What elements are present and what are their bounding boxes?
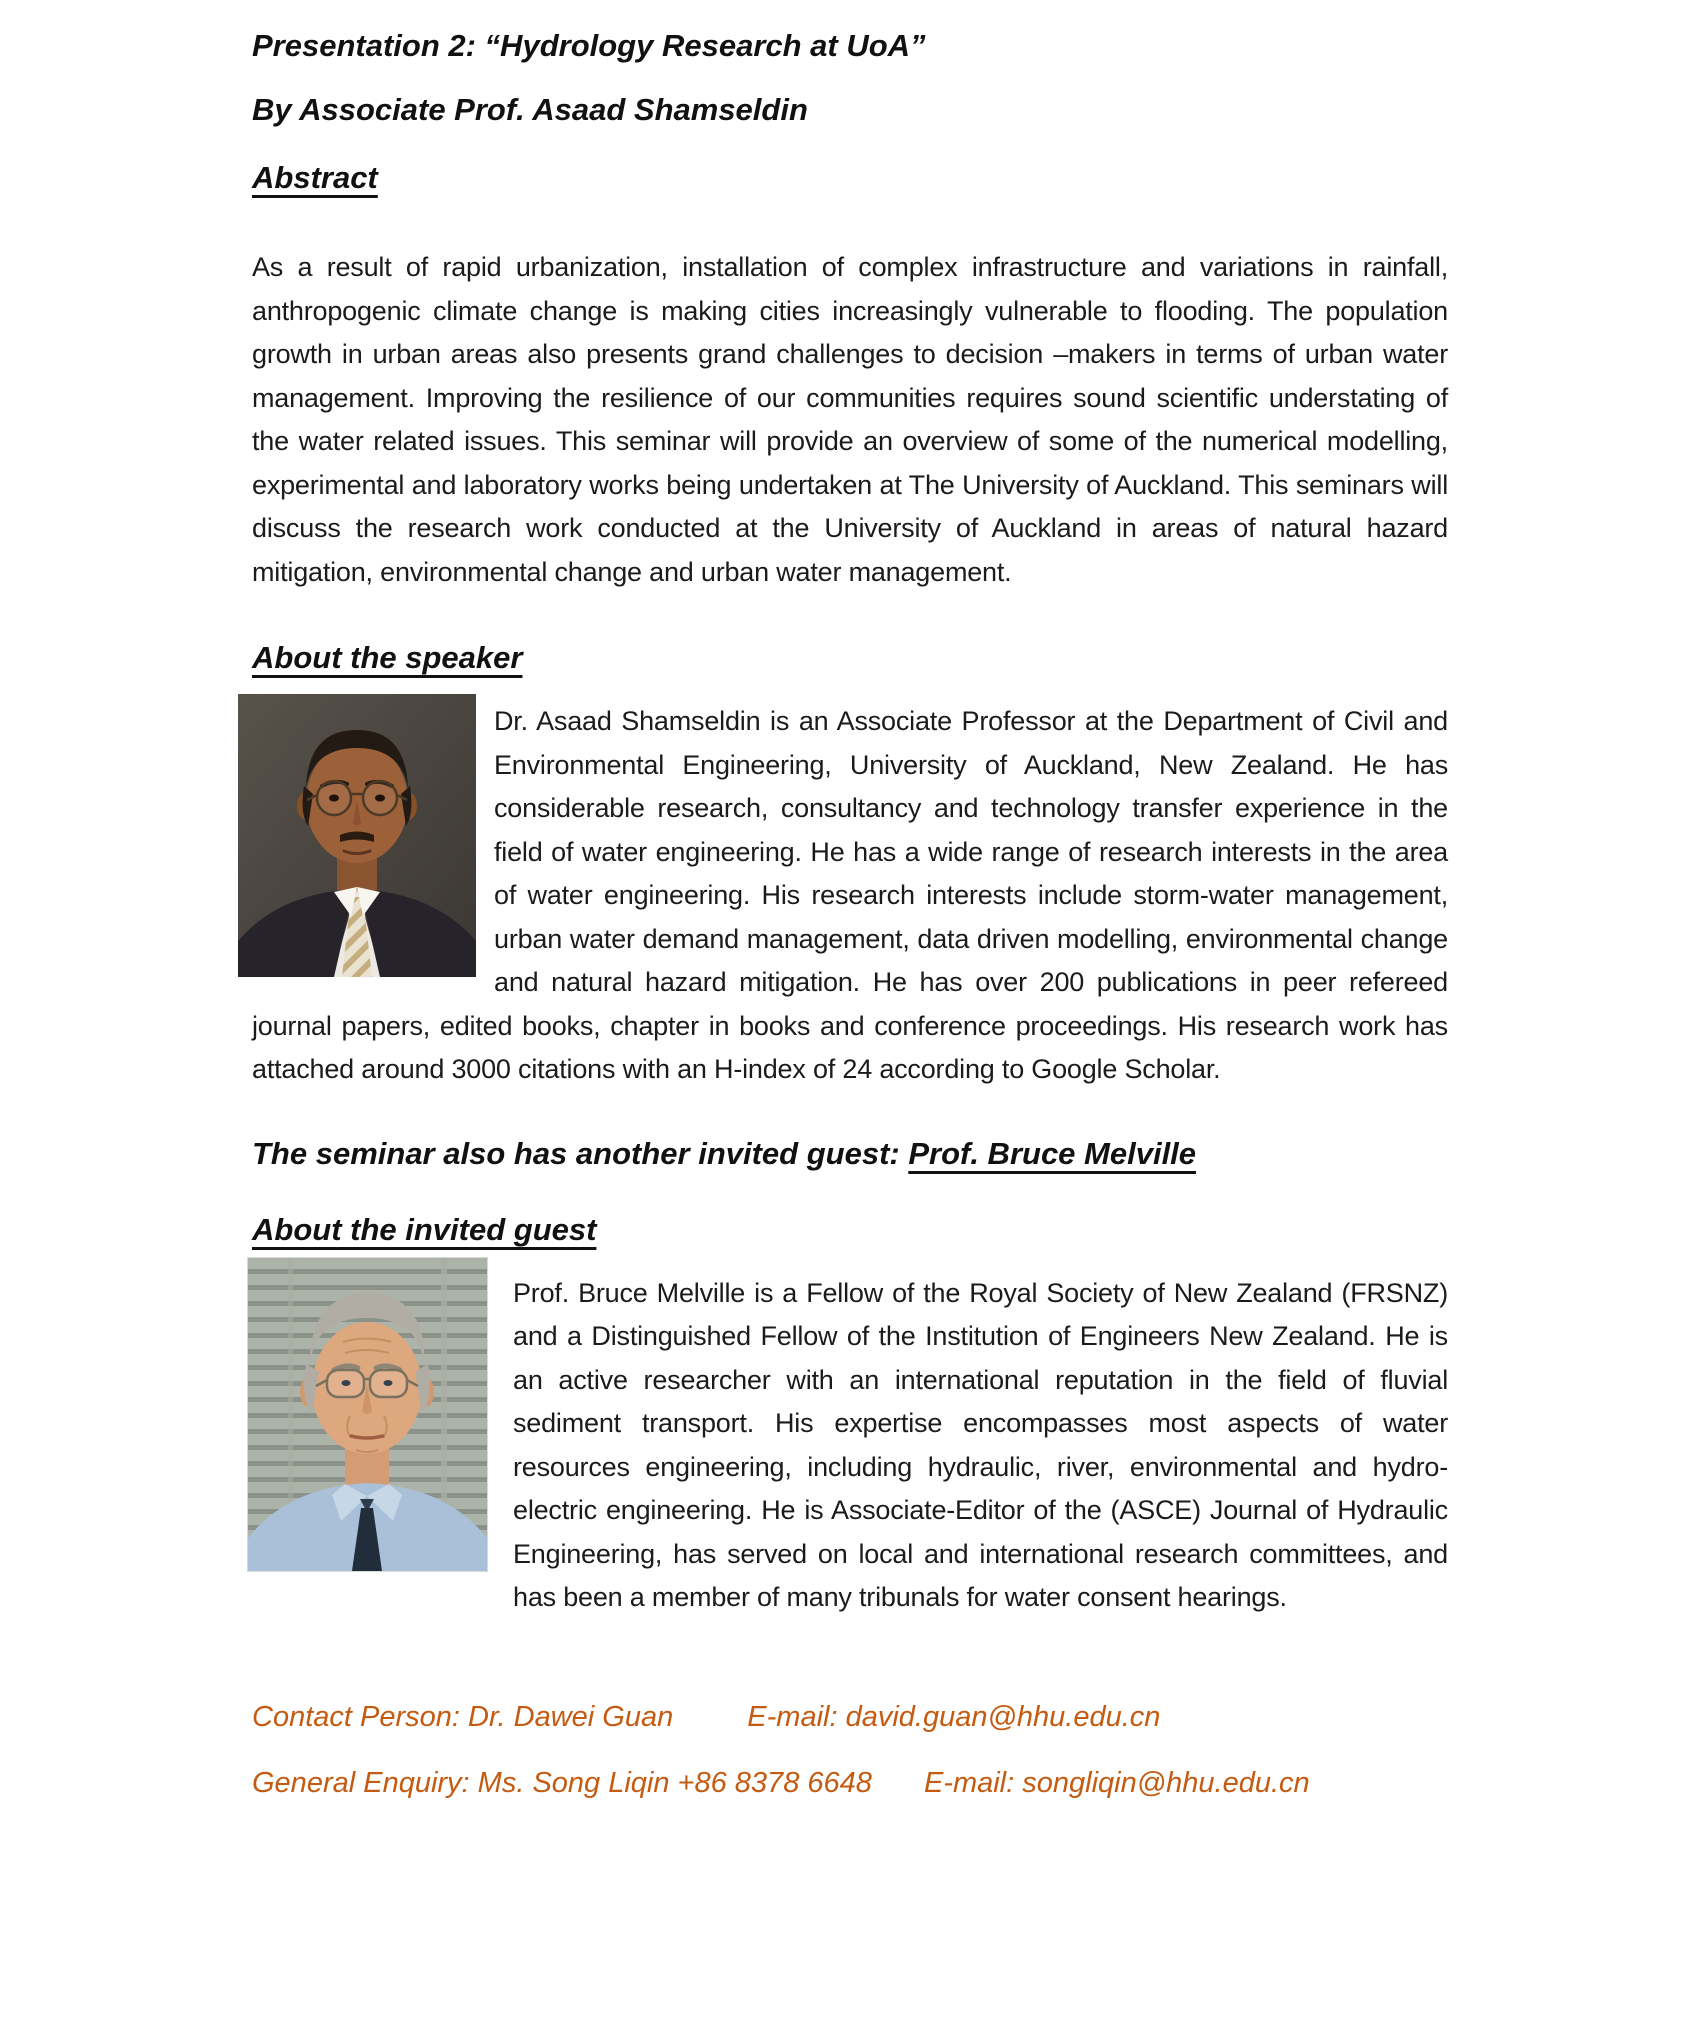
abstract-body: As a result of rapid urbanization, installation of complex infrastructure and variations in rainfall, anthropogenic climate change is making cities increasingly vulnerable to flooding. The population growth in urban areas also presents grand challenges to decision –makers in terms of urban water management. Improving the resilience of our communities requires sound scientific understating of the water related issues. This seminar will provide an overview of some of the numerical modelling, experimental and laboratory works being undertaken at The University of Auckland. This seminars will discuss the research work conducted at the University of Auckland in areas of natural hazard mitigation, environmental change and urban water management. <box>252 252 1448 587</box>
abstract-heading: Abstract <box>252 160 378 195</box>
general-enquiry-line <box>252 1764 1448 1802</box>
byline: By Associate Prof. Asaad Shamseldin <box>252 92 808 127</box>
invited-guest-line-prefix: The seminar also has another invited guest: <box>252 1135 909 1171</box>
page-title: Presentation 2: “Hydrology Research at UoA” <box>252 28 926 63</box>
guest-heading: About the invited guest <box>252 1211 597 1247</box>
speaker-heading: About the speaker <box>252 640 523 675</box>
invited-guest-name: Prof. Bruce Melville <box>908 1135 1197 1171</box>
invited-guest-line <box>252 1134 1448 1174</box>
speaker-bio-text: Dr. Asaad Shamseldin is an Associate Professor at the Department of Civil and Environmental Engineering, University of Auckland, New Zealand. He has considerable research, consultancy and technology transfer experience in the field of water engineering. He has a wide range of research interests in the area of water engineering. His research interests include storm-water management, urban water demand management, data driven modelling, environmental change and natural hazard mitigation. He has over 200 publications in peer refereed journal papers, edited books, chapter in books and conference proceedings. His research work has attached around 3000 citations with an H-index of 24 according to Google Scholar. <box>252 706 1448 1084</box>
guest-portrait-icon <box>248 1258 487 1571</box>
speaker-bio-section <box>252 700 1448 1092</box>
guest-portrait-image <box>248 1258 487 1571</box>
speaker-portrait-image <box>238 694 476 977</box>
general-enquiry-label: General Enquiry: Ms. Song Liqin +86 8378 6648 <box>252 1766 872 1799</box>
speaker-portrait-icon <box>238 694 476 977</box>
contact-person-email: E-mail: david.guan@hhu.edu.cn <box>747 1700 1161 1733</box>
guest-bio-text: Prof. Bruce Melville is a Fellow of the Royal Society of New Zealand (FRSNZ) and a Distinguished Fellow of the Institution of Engineers New Zealand. He is an active researcher with an international reputation in the field of fluvial sediment transport. His expertise encompasses most aspects of water resources engineering, including hydraulic, river, environmental and hydro-electric engineering. He is Associate-Editor of the (ASCE) Journal of Hydraulic Engineering, has served on local and international research committees, and has been a member of many tribunals for water consent hearings. <box>513 1277 1448 1612</box>
contact-person-line <box>252 1698 1448 1736</box>
contact-person-label: Contact Person: Dr. Dawei Guan <box>252 1700 674 1733</box>
general-enquiry-email: E-mail: songliqin@hhu.edu.cn <box>923 1766 1310 1799</box>
contact-block <box>252 1698 1448 1802</box>
guest-bio-section <box>252 1272 1448 1620</box>
